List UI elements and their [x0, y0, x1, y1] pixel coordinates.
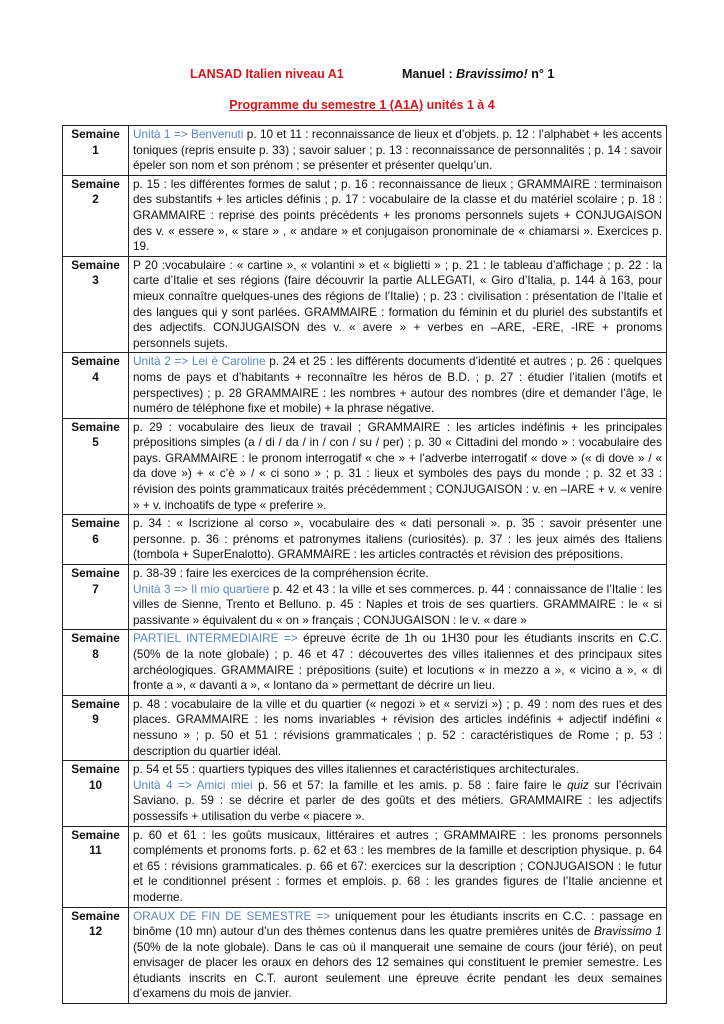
program-subtitle	[0, 98, 724, 112]
week-label: Semaine	[71, 908, 120, 923]
unit-title: PARTIEL INTERMEDIAIRE =>	[133, 631, 298, 646]
table-row	[63, 353, 667, 418]
week-description	[129, 126, 667, 176]
description-text: p. 34 : « Iscrizione al corso », vocabulaire des « dati personali ». p. 35 : savoir présenter une personne. p. 36 : prénoms et patronymes italiens (curiosités). p. 37 : les jeux aimés des Italiens (tombola + SuperEnalotto). GRAMMAIRE : les articles contractés et révision des prépositions.	[133, 516, 662, 562]
subtitle-rest: unités 1 à 4	[423, 98, 495, 112]
unit-title: Unità 1 => Benvenuti	[133, 127, 244, 141]
week-number: 2	[92, 192, 99, 207]
week-cell	[63, 126, 129, 176]
week-number: 11	[89, 843, 102, 858]
table-row	[63, 826, 667, 907]
week-description	[129, 826, 667, 907]
week-description	[129, 515, 667, 565]
table-row	[63, 630, 667, 695]
table-row	[63, 695, 667, 760]
week-label: Semaine	[71, 827, 120, 842]
week-label: Semaine	[71, 762, 120, 777]
week-description	[129, 418, 667, 515]
week-description	[129, 175, 667, 256]
manual-reference	[402, 67, 554, 81]
table-row	[63, 418, 667, 515]
week-description	[129, 256, 667, 353]
table-row	[63, 907, 667, 1004]
week-cell	[63, 418, 129, 515]
week-number: 6	[92, 531, 99, 546]
week-cell	[63, 695, 129, 760]
week-number: 4	[92, 369, 99, 384]
week-cell	[63, 565, 129, 630]
description-text: P 20 :vocabulaire : « cartine », « volantini » et « biglietti » ; p. 21 : le tableau d’affichage ; p. 22 : la carte d’Italie et ses régions (faire découvrir la partie ALLEGATI, « Giro d’Italia, p. 144 à 163, pour mieux connaître quelques-unes des régions de l’Italie) ; p. 23 : civilisation : présentation de l’Italie et des langues qui y sont parlées. GRAMMAIRE : formation du féminin et du pluriel des substantifs et des adjectifs. CONJUGAISON des v. « avere » + verbes en –ARE, -ERE, -IRE + pronoms personnels sujets.	[133, 257, 662, 350]
week-description	[129, 695, 667, 760]
description-intro: p. 38-39 : faire les exercices de la compréhension écrite.	[133, 566, 429, 581]
week-number: 1	[92, 142, 99, 157]
description-text-continued: sur l’écrivain Saviano. p. 59 : se décrire et parler de des goûts et des métiers. GRAMMAIRE : les adjectifs possessifs + utilisation du verbe « piacere ».	[133, 777, 662, 823]
week-description	[129, 565, 667, 630]
week-number: 5	[92, 435, 99, 450]
week-label: Semaine	[71, 354, 120, 369]
week-label: Semaine	[71, 631, 120, 646]
description-text: p. 48 : vocabulaire de la ville et du quartier (« negozi » et « servizi ») ; p. 49 : nom des rues et des places. GRAMMAIRE : les noms invariables + révision des articles indéfinis + adjectif indéfini « nessuno » ; p. 50 et 51 : révisions grammaticales ; p. 52 : caractéristiques de Rome ; p. 53 : description du quartier idéal.	[133, 696, 662, 758]
description-text: épreuve écrite de 1h ou 1H30 pour les étudiants inscrits en C.C. (50% de la note globale) ; p. 46 et 47 : découvertes des villes italiennes et des principaux sites archéologiques. GRAMMAIRE : prépositions (suite) et locutions « in mezzo a », « vicino a », « di fronte a », « davanti a », « lontano da » permettant de décrire un lieu.	[133, 631, 662, 693]
week-description	[129, 353, 667, 418]
description-text: uniquement pour les étudiants inscrits en C.C. : passage en binôme (10 mn) autour d’un des thèmes contenus dans les quatre premières unités de	[133, 908, 663, 939]
week-description	[129, 630, 667, 695]
description-text: p. 60 et 61 : les goûts musicaux, littéraires et autres ; GRAMMAIRE : les pronoms personnels compléments et pronoms forts. p. 62 et 63 : les membres de la famille et description physique. p. 64 et 65 : révisions grammaticales. p. 66 et 67: exercices sur la description ; CONJUGAISON : le futur et le conditionnel présent : formes et emplois. p. 68 : les grandes figures de l’Italie ancienne et moderne.	[133, 827, 662, 904]
week-label: Semaine	[71, 176, 120, 191]
description-text: p. 56 et 57: la famille et les amis. p. 58 : faire faire le	[252, 777, 568, 792]
unit-title: Unità 4 => Amici miei	[133, 777, 253, 792]
week-description	[129, 761, 667, 826]
manual-title: Bravissimo!	[456, 67, 528, 81]
week-cell	[63, 826, 129, 907]
week-label: Semaine	[71, 127, 120, 141]
table-row	[63, 175, 667, 256]
table-row	[63, 126, 667, 176]
description-text: p. 29 : vocabulaire des lieux de travail ; GRAMMAIRE : les articles indéfinis + les principales prépositions simples (a / di / da / in / con / su / per) ; p. 30 « Cittadini del mondo » : vocabulaire des pays. GRAMMAIRE : le pronom interrogatif « che » + l’adverbe interrogatif « dove » (« di dove » / « da dove ») + « c’è » / « ci sono » ; p. 31 : lieux et symboles des pays du monde ; p. 32 et 33 : révision des points grammaticaux traités précédemment ; CONJUGAISON : v. en –IARE + v. « venire » + v. inchoatifs de type « preferire ».	[133, 419, 662, 512]
description-text-continued: (50% de la note globale). Dans le cas où il manquerait une semaine de cours (jour férié), on peut envisager de placer les oraux en dehors des 12 semaines qui constituent le premier semestre. Les étudiants inscrits en C.T. auront seulement une épreuve écrite pendant les deux semaines d’examens du mois de janvier.	[133, 939, 662, 1001]
week-label: Semaine	[71, 419, 120, 434]
unit-title: Unità 3 => Il mio quartiere	[133, 581, 270, 596]
program-table	[62, 125, 667, 1004]
week-cell	[63, 175, 129, 256]
week-label: Semaine	[71, 696, 120, 711]
week-label: Semaine	[71, 566, 120, 581]
table-row	[63, 515, 667, 565]
week-cell	[63, 353, 129, 418]
week-number: 12	[88, 924, 103, 939]
description-text: p. 42 et 43 : la ville et ses commerces. p. 44 : connaissance de l’Italie : les villes de Sienne, Trento et Belluno. p. 45 : Naples et trois de ses quartiers. GRAMMAIRE : le « si passivante » équivalent du « on » français ; CONJUGAISON : le v. « dare »	[133, 581, 663, 627]
description-intro: p. 54 et 55 : quartiers typiques des villes italiennes et caractéristiques architecturales.	[133, 762, 579, 777]
table-row	[63, 761, 667, 826]
week-number: 10	[88, 777, 103, 792]
manual-label: Manuel :	[402, 67, 457, 81]
week-number: 7	[92, 581, 99, 596]
week-description	[129, 907, 667, 1004]
description-text: p. 15 : les différentes formes de salut ; p. 16 : reconnaissance de lieux ; GRAMMAIRE : terminaison des substantifs + les articles définis ; p. 17 : vocabulaire de la classe et du matériel scolaire ; p. 18 : GRAMMAIRE : reprise des points précédents + les pronoms personnels sujets + CONJUGAISON des v. « essere », « stare » , « andare » et conjugaison pronominale de « chiamarsi ». Exercices p. 19.	[133, 176, 662, 254]
week-label: Semaine	[71, 516, 120, 531]
table-row	[63, 256, 667, 353]
week-number: 8	[92, 647, 99, 661]
week-number: 3	[92, 273, 99, 288]
italic-term: quiz	[567, 777, 589, 792]
subtitle-underlined: Programme du semestre 1 (A1A)	[229, 98, 424, 112]
course-title: LANSAD Italien niveau A1	[190, 67, 344, 81]
week-cell	[63, 761, 129, 826]
unit-title: ORAUX DE FIN DE SEMESTRE =>	[133, 908, 331, 923]
manual-suffix: n° 1	[527, 67, 555, 81]
week-cell	[63, 256, 129, 353]
week-label: Semaine	[71, 257, 120, 272]
week-number: 9	[92, 712, 99, 727]
description-text: p. 10 et 11 : reconnaissance de lieux et d’objets. p. 12 : l’alphabet + les accents toniques (repris ensuite p. 33) ; savoir saluer ; p. 13 : reconnaissance de personnalités ; p. 14 : savoir épeler son nom et son prénom ; se présenter et présenter quelqu’un.	[133, 127, 663, 173]
week-cell	[63, 630, 129, 695]
italic-term: Bravissimo 1	[594, 924, 662, 939]
description-text: p. 24 et 25 : les différents documents d’identité et autres ; p. 26 : quelques noms de pays et d’habitants + reconnaître les héros de B.D. ; p. 27 : étudier l’italien (motifs et perspectives) ; p. 28 GRAMMAIRE : les nombres + autour des nombres (dire et demander l’âge, le numéro de téléphone fixe et mobile) + la phrase négative.	[133, 354, 662, 416]
document-header	[0, 67, 724, 87]
unit-title: Unità 2 => Lei è Caroline	[133, 354, 266, 369]
week-cell	[63, 515, 129, 565]
table-row	[63, 565, 667, 630]
week-cell	[63, 907, 129, 1004]
